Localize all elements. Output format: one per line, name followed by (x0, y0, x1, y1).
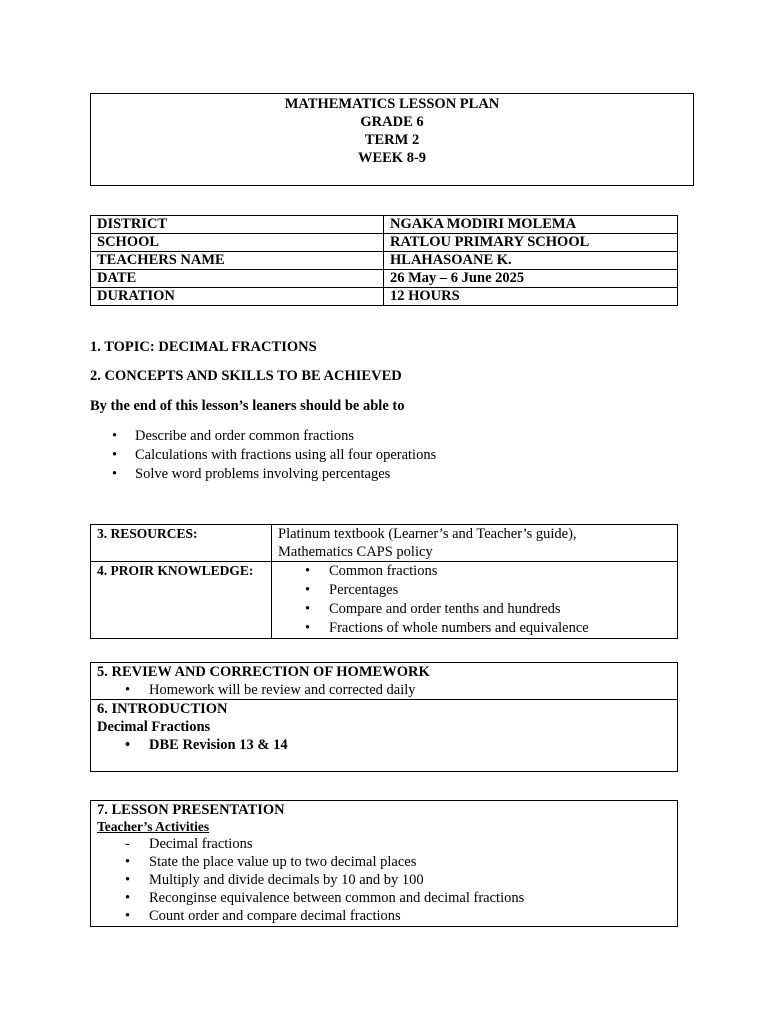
date-value: 26 May – 6 June 2025 (384, 270, 678, 288)
duration-label: DURATION (91, 288, 384, 306)
teacher-activities-heading: Teacher’s Activities (97, 819, 210, 834)
presentation-list (97, 835, 677, 925)
lesson-plan-header (90, 93, 694, 186)
resources-label: 3. RESOURCES: (91, 525, 272, 562)
introduction-section (91, 699, 677, 754)
teacher-value: HLAHASOANE K. (384, 252, 678, 270)
list-item: • Count order and compare decimal fractions (97, 907, 677, 925)
list-item: • Percentages (278, 581, 671, 600)
resources-table (90, 524, 678, 639)
table-row (91, 270, 678, 288)
list-item: • Calculations with fractions using all four operations (90, 446, 436, 465)
list-item: • Solve word problems involving percentages (90, 465, 436, 484)
list-item: • DBE Revision 13 & 14 (97, 736, 677, 754)
table-row (91, 288, 678, 306)
concepts-list (90, 427, 436, 484)
list-item: • Homework will be review and corrected daily (97, 681, 677, 699)
school-label: SCHOOL (91, 234, 384, 252)
prior-knowledge-value (272, 562, 678, 639)
duration-value: 12 HOURS (384, 288, 678, 306)
introduction-subheading: Decimal Fractions (97, 719, 211, 735)
header-term: TERM 2 (364, 132, 420, 148)
table-row (91, 216, 678, 234)
concepts-intro: By the end of this lesson’s leaners should be able to (90, 398, 405, 414)
concepts-heading: 2. CONCEPTS AND SKILLS TO BE ACHIEVED (90, 368, 402, 384)
table-row (91, 525, 678, 562)
review-section (91, 663, 677, 699)
prior-knowledge-label: 4. PROIR KNOWLEDGE: (91, 562, 272, 639)
table-row (91, 234, 678, 252)
table-row (91, 252, 678, 270)
presentation-section (91, 801, 677, 925)
list-item: • Compare and order tenths and hundreds (278, 600, 671, 619)
prior-knowledge-list (278, 562, 671, 638)
table-row (91, 562, 678, 639)
review-list (97, 681, 677, 699)
list-item: • Reconginse equivalence between common and decimal fractions (97, 889, 677, 907)
school-value: RATLOU PRIMARY SCHOOL (384, 234, 678, 252)
list-item: • Describe and order common fractions (90, 427, 436, 446)
district-value: NGAKA MODIRI MOLEMA (384, 216, 678, 234)
introduction-heading: 6. INTRODUCTION (97, 701, 228, 717)
introduction-list (97, 736, 677, 754)
review-heading: 5. REVIEW AND CORRECTION OF HOMEWORK (97, 664, 430, 680)
list-item: - Decimal fractions (97, 835, 677, 853)
list-item: • Multiply and divide decimals by 10 and by 100 (97, 871, 677, 889)
list-item: • State the place value up to two decimal places (97, 853, 677, 871)
district-label: DISTRICT (91, 216, 384, 234)
list-item: • Common fractions (278, 562, 671, 581)
header-title: MATHEMATICS LESSON PLAN (284, 96, 500, 112)
review-introduction-box (90, 662, 678, 772)
resources-value (272, 525, 678, 562)
school-info-table (90, 215, 678, 306)
presentation-heading: 7. LESSON PRESENTATION (97, 802, 285, 818)
lesson-presentation-box (90, 800, 678, 927)
resources-line: Mathematics CAPS policy (278, 544, 433, 560)
topic-heading: 1. TOPIC: DECIMAL FRACTIONS (90, 339, 317, 355)
date-label: DATE (91, 270, 384, 288)
list-item: • Fractions of whole numbers and equivalence (278, 619, 671, 638)
teacher-label: TEACHERS NAME (91, 252, 384, 270)
header-week: WEEK 8-9 (357, 150, 427, 166)
header-grade: GRADE 6 (360, 114, 424, 130)
resources-line: Platinum textbook (Learner’s and Teacher’s guide), (278, 526, 577, 542)
